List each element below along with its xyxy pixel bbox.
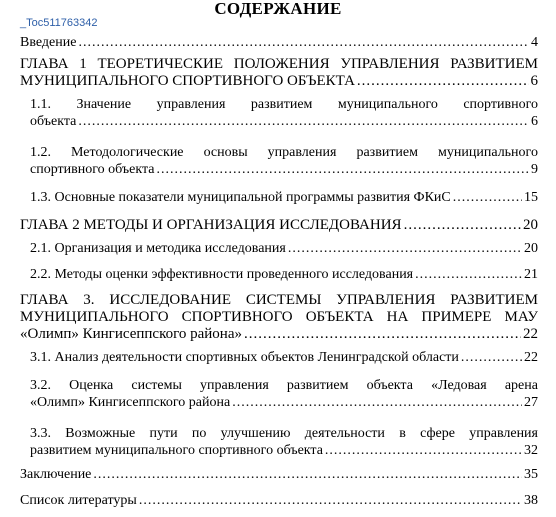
toc-word: деятельности — [304, 426, 385, 441]
toc-entry-line: объекта — [30, 114, 77, 129]
toc-entry-3-3[interactable] — [30, 425, 538, 459]
toc-entry-line — [30, 96, 538, 113]
toc-entry-conclusion[interactable] — [20, 466, 538, 483]
toc-word: СИСТЕМЫ — [245, 292, 322, 308]
toc-word: УПРАВЛЕНИЯ — [336, 292, 436, 308]
toc-entry-line — [30, 144, 538, 161]
toc-entry-line: «Олимп» Кингисеппского района — [30, 395, 231, 410]
toc-word: 3.2. — [30, 378, 51, 393]
toc-bookmark-label: _Toc511763342 — [20, 17, 98, 29]
toc-word: 1.2. — [30, 145, 51, 160]
toc-entry-line: развитием муниципального спортивного объекта — [30, 443, 323, 458]
toc-word: НА — [386, 309, 409, 325]
toc-page-number: 20 — [523, 217, 538, 233]
toc-word: РАЗВИТИЕМ — [450, 56, 538, 72]
toc-entry-chapter-2[interactable] — [20, 217, 538, 234]
toc-word: УПРАВЛЕНИЯ — [340, 56, 440, 72]
toc-word: МУНИЦИПАЛЬНОГО — [20, 309, 169, 325]
toc-word: ТЕОРЕТИЧЕСКИЕ — [97, 56, 224, 72]
toc-word: управления — [469, 426, 538, 441]
toc-word: основы — [203, 145, 248, 160]
leader-dots — [156, 161, 529, 178]
toc-entry-text: Введение — [20, 35, 77, 50]
toc-entry-text: Заключение — [20, 467, 92, 482]
toc-page-number: 21 — [524, 267, 538, 282]
toc-page-number: 20 — [524, 241, 538, 256]
toc-entry-line: спортивного объекта — [30, 162, 155, 177]
leader-dots — [357, 73, 529, 90]
toc-word: ИССЛЕДОВАНИЕ — [109, 292, 231, 308]
toc-word: управления — [156, 97, 226, 112]
toc-page-number: 15 — [524, 190, 538, 205]
leader-dots — [232, 394, 522, 411]
toc-entry-line — [20, 309, 538, 326]
toc-page-number: 22 — [523, 326, 538, 342]
toc-entry-3-2[interactable] — [30, 377, 538, 411]
toc-word: ПОЛОЖЕНИЯ — [233, 56, 330, 72]
leader-dots — [288, 240, 522, 257]
toc-page-number: 6 — [531, 114, 538, 129]
toc-entry-chapter-1[interactable] — [20, 56, 538, 90]
toc-word: развитием — [286, 378, 349, 393]
toc-word: в — [399, 426, 406, 441]
toc-entry-1-2[interactable] — [30, 144, 538, 178]
toc-word: развитием — [356, 145, 418, 160]
toc-word: 1 — [79, 56, 87, 72]
toc-word: СПОРТИВНОГО — [181, 309, 293, 325]
toc-word: РАЗВИТИЕМ — [450, 292, 538, 308]
leader-dots — [404, 217, 521, 234]
toc-word: ПРИМЕРЕ — [421, 309, 492, 325]
toc-word: МАУ — [504, 309, 538, 325]
toc-word: арена — [504, 378, 538, 393]
toc-page-number: 32 — [524, 443, 538, 458]
leader-dots — [453, 189, 522, 206]
toc-word: Значение — [76, 97, 132, 112]
toc-word: ГЛАВА — [20, 292, 69, 308]
toc-entry-line — [30, 377, 538, 394]
leader-dots — [78, 34, 529, 51]
toc-word: объекта — [366, 378, 413, 393]
toc-page-number: 22 — [524, 350, 538, 365]
toc-page-number: 6 — [530, 73, 538, 89]
leader-dots — [244, 326, 521, 343]
toc-entry-text: Список литературы — [20, 493, 137, 508]
toc-entry-2-1[interactable] — [30, 240, 538, 257]
toc-page-number: 9 — [531, 162, 538, 177]
toc-entry-1-3[interactable] — [30, 189, 538, 206]
toc-word: сфере — [420, 426, 455, 441]
toc-title: СОДЕРЖАНИЕ — [214, 0, 342, 18]
toc-entry-text: 2.1. Организация и методика исследования — [30, 241, 286, 256]
toc-page-number: 38 — [524, 493, 538, 508]
toc-entry-1-1[interactable] — [30, 96, 538, 130]
toc-word: по — [191, 426, 207, 441]
toc-word: управления — [267, 145, 337, 160]
toc-entry-line — [20, 292, 538, 309]
toc-word: «Ледовая — [431, 378, 487, 393]
toc-word: спортивного — [463, 97, 538, 112]
toc-entry-line: «Олимп» Кингисеппского района» — [20, 326, 242, 342]
toc-entry-line: МУНИЦИПАЛЬНОГО СПОРТИВНОГО ОБЪЕКТА — [20, 73, 355, 89]
leader-dots — [78, 113, 529, 130]
leader-dots — [325, 442, 522, 459]
toc-word: муниципального — [337, 97, 438, 112]
toc-word: ГЛАВА — [20, 56, 69, 72]
toc-entry-intro[interactable] — [20, 34, 538, 51]
leader-dots — [93, 466, 522, 483]
toc-entry-references[interactable] — [20, 492, 538, 509]
toc-word: развитием — [250, 97, 313, 112]
toc-word: 3.3. — [30, 426, 51, 441]
toc-word: 1.1. — [30, 97, 51, 112]
leader-dots — [139, 492, 522, 509]
toc-entry-line — [20, 56, 538, 73]
toc-word: Возможные — [65, 426, 136, 441]
toc-entry-line — [30, 425, 538, 442]
toc-entry-chapter-3[interactable] — [20, 292, 538, 343]
toc-entry-2-2[interactable] — [30, 266, 538, 283]
toc-entry-text: 3.1. Анализ деятельности спортивных объектов Ленинградской области — [30, 350, 459, 365]
leader-dots — [461, 349, 522, 366]
toc-word: муниципального — [438, 145, 538, 160]
toc-page-number: 4 — [531, 35, 538, 50]
toc-page-number: 35 — [524, 467, 538, 482]
toc-word: пути — [149, 426, 178, 441]
toc-entry-text: 1.3. Основные показатели муниципальной программы развития ФКиС — [30, 190, 451, 205]
toc-entry-text: ГЛАВА 2 МЕТОДЫ И ОРГАНИЗАЦИЯ ИССЛЕДОВАНИЯ — [20, 217, 402, 233]
leader-dots — [415, 266, 522, 283]
toc-entry-3-1[interactable] — [30, 349, 538, 366]
toc-word: Оценка — [69, 378, 114, 393]
toc-page-number: 27 — [524, 395, 538, 410]
toc-word: улучшению — [220, 426, 291, 441]
toc-word: системы — [131, 378, 182, 393]
toc-word: 3. — [83, 292, 95, 308]
toc-entry-text: 2.2. Методы оценки эффективности проведенного исследования — [30, 267, 414, 282]
toc-word: ОБЪЕКТА — [305, 309, 374, 325]
toc-word: управления — [200, 378, 269, 393]
toc-word: Методологические — [71, 145, 184, 160]
